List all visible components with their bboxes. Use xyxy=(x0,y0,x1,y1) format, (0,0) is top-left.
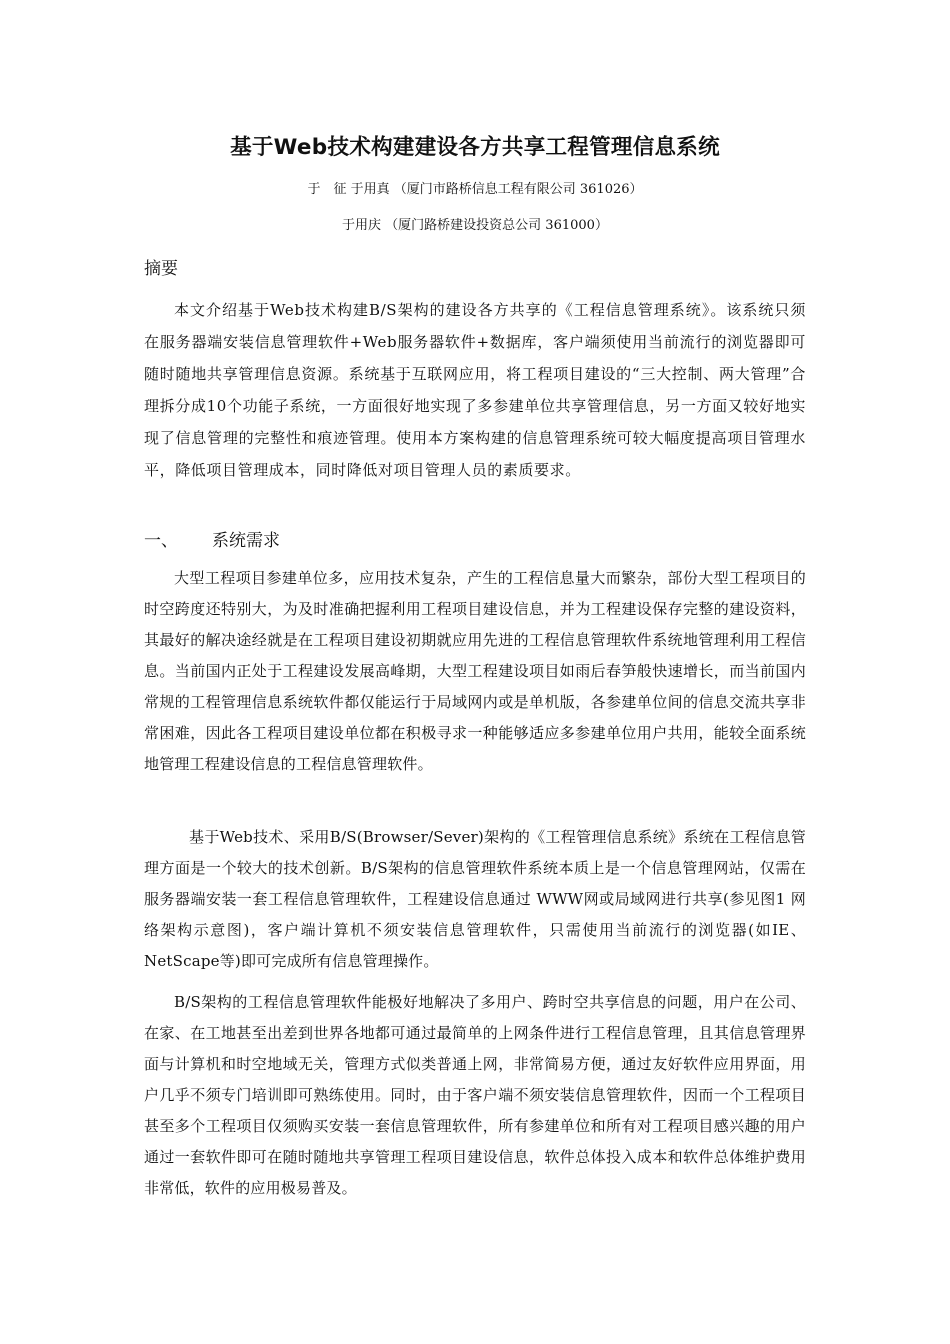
body-paragraph-3: B/S架构的工程信息管理软件能极好地解决了多用户、跨时空共享信息的问题，用户在公司、在家、在工地甚至出差到世界各地都可通过最简单的上网条件进行工程信息管理，且其信息管理界面与计算机和时空地域无关，管理方式似类普通上网，非常简易方便，通过友好软件应用界面，用户几乎不须专门培训即可熟练使用。同时，由于客户端不须安装信息管理软件，因而一个工程项目甚至多个工程项目仅须购买安装一套信息管理软件，所有参建单位和所有对工程项目感兴趣的用户通过一套软件即可在随时随地共享管理工程项目建设信息，软件总体投入成本和软件总体维护费用非常低，软件的应用极易普及。 xyxy=(144,993,806,1197)
section-number: 一、 xyxy=(144,531,178,551)
section-title: 系统需求 xyxy=(212,531,280,551)
author-line-1: 于 征 于用真 （厦门市路桥信息工程有限公司 361026） xyxy=(307,182,643,197)
body-paragraph-2: 基于Web技术、采用B/S(Browser/Sever)架构的《工程管理信息系统》系统在工程信息管理方面是一个较大的技术创新。B/S架构的信息管理软件系统本质上是一个信息管理网站，仅需在服务器端安装一套工程信息管理软件，工程建设信息通过 WWW网或局域网进行共享(参见图1 网络架构示意图)，客户端计算机不须安装信息管理软件，只需使用当前流行的浏览器(如IE、NetScape等)即可完成所有信息管理操作。 xyxy=(144,828,806,970)
paper-title: 基于Web技术构建建设各方共享工程管理信息系统 xyxy=(230,135,720,160)
abstract-heading: 摘要 xyxy=(144,259,178,279)
author-line-2: 于用庆 （厦门路桥建设投资总公司 361000） xyxy=(342,218,608,233)
abstract-body: 本文介绍基于Web技术构建B/S架构的建设各方共享的《工程信息管理系统》。该系统只须在服务器端安装信息管理软件+Web服务器软件+数据库，客户端须使用当前流行的浏览器即可随时随地共享管理信息资源。系统基于互联网应用，将工程项目建设的“三大控制、两大管理”合理拆分成10个功能子系统，一方面很好地实现了多参建单位共享管理信息，另一方面又较好地实现了信息管理的完整性和痕迹管理。使用本方案构建的信息管理系统可较大幅度提高项目管理水平，降低项目管理成本，同时降低对项目管理人员的素质要求。 xyxy=(144,301,806,479)
section-heading xyxy=(144,529,280,553)
body-paragraph-1: 大型工程项目参建单位多，应用技术复杂，产生的工程信息量大而繁杂，部份大型工程项目的时空跨度还特别大，为及时准确把握利用工程项目建设信息，并为工程建设保存完整的建设资料，其最好的解决途经就是在工程项目建设初期就应用先进的工程信息管理软件系统地管理利用工程信息。当前国内正处于工程建设发展高峰期，大型工程建设项目如雨后春笋般快速增长，而当前国内常规的工程管理信息系统软件都仅能运行于局域网内或是单机版，各参建单位间的信息交流共享非常困难，因此各工程项目建设单位都在积极寻求一种能够适应多参建单位用户共用，能较全面系统地管理工程建设信息的工程信息管理软件。 xyxy=(144,569,806,773)
